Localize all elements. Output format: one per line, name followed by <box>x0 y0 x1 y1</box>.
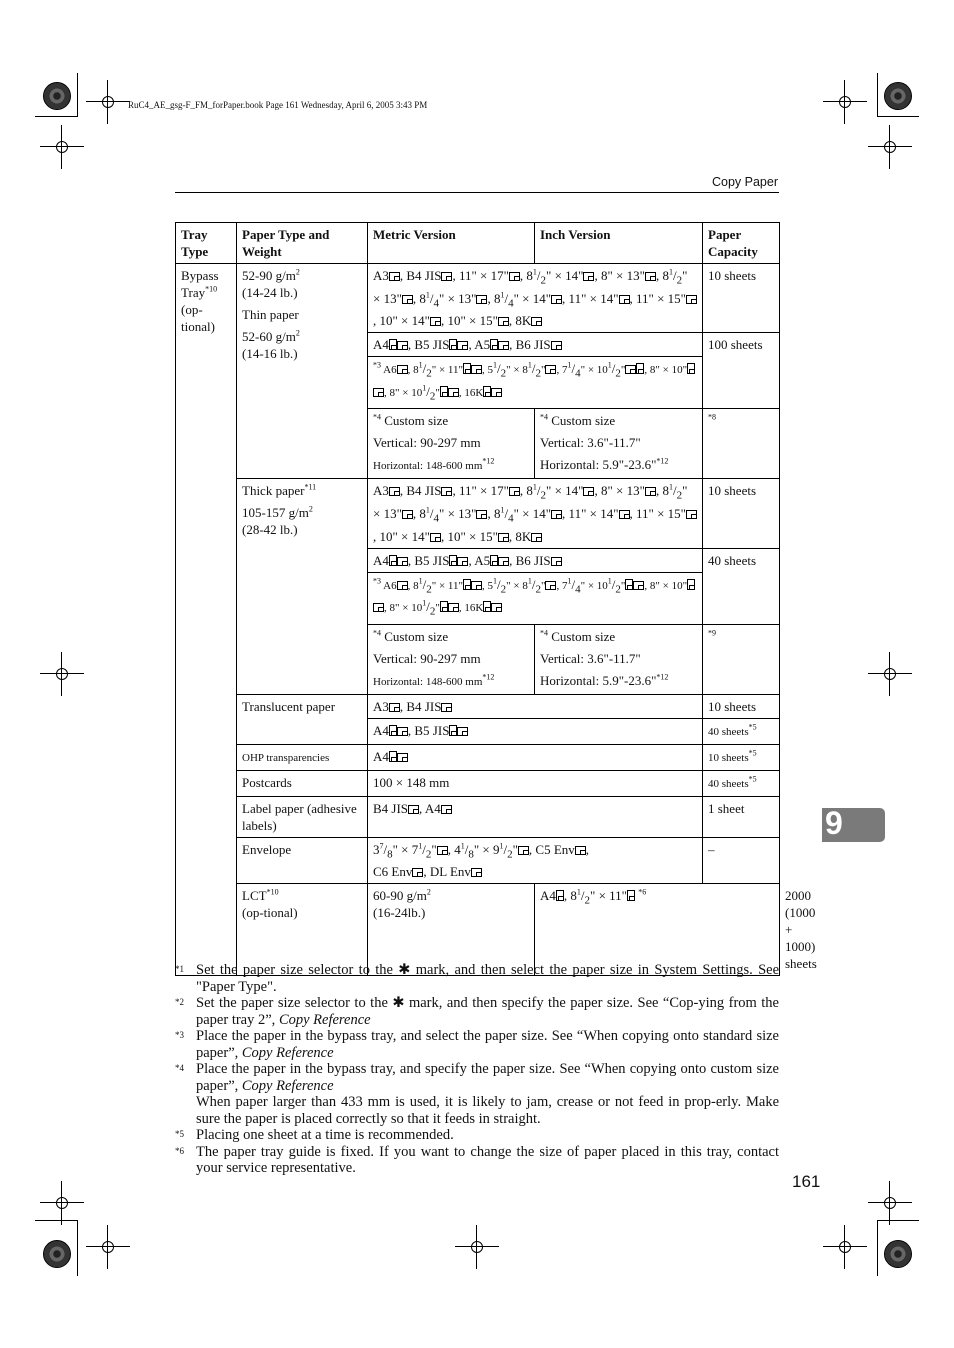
capacity-cell: 10 sheets$^{*5}$ <box>703 744 780 770</box>
landscape-icon <box>686 295 697 304</box>
portrait-icon <box>483 601 491 612</box>
portrait-icon <box>463 363 471 374</box>
crop-line <box>77 73 78 117</box>
landscape-icon <box>430 533 441 542</box>
landscape-icon <box>551 557 562 566</box>
landscape-icon <box>441 487 452 496</box>
landscape-icon <box>397 557 408 566</box>
landscape-icon <box>373 603 384 612</box>
footnote: *3 Place the paper in the bypass tray, and select the paper size. See “When copying onto standard size paper”, Copy Reference <box>175 1028 779 1061</box>
crosshair-mark <box>52 1193 72 1213</box>
registration-disc-top-right <box>884 82 912 110</box>
paper-type-postcards: Postcards <box>237 770 368 796</box>
std-sizes: A4 , B5 JIS , A5 , B6 JIS <box>368 333 703 357</box>
landscape-icon <box>397 341 408 350</box>
header-inch: Inch Version <box>535 223 703 264</box>
tray-bypass: Bypass Tray$^{*10}$ (op-tional) <box>176 264 237 976</box>
ohp-size: A4 <box>368 744 703 770</box>
crosshair-mark <box>52 664 72 684</box>
translucent-size-std: A4 , B5 JIS <box>368 718 703 744</box>
landscape-icon <box>373 388 384 397</box>
note3-sizes: $^{*3}$ A6 , $8^1/_2$" × 11" , $5^1/_2$" × $8^1/_2$" , $7^1/_4$" × $10^1/_2$" , 8" × 10", 8" × $10^1/_2$" , 16K <box>368 572 703 624</box>
portrait-icon <box>687 363 695 374</box>
crosshair-mark <box>835 92 855 112</box>
landscape-icon <box>545 581 556 590</box>
postcards-size: 100 × 148 mm <box>368 770 703 796</box>
table-row <box>176 770 780 796</box>
landscape-icon <box>441 703 452 712</box>
header-metric: Metric Version <box>368 223 535 264</box>
landscape-icon <box>645 272 656 281</box>
capacity-cell: 40 sheets$^{*5}$ <box>703 718 780 744</box>
capacity-cell: 10 sheets <box>703 694 780 718</box>
portrait-icon <box>449 725 457 736</box>
landscape-icon <box>509 272 520 281</box>
footnote: *5 Placing one sheet at a time is recommended. <box>175 1127 454 1143</box>
portrait-icon <box>625 579 633 590</box>
landscape-icon <box>509 487 520 496</box>
capacity-cell: *8 <box>703 409 780 479</box>
table-row <box>176 744 780 770</box>
capacity-cell: 40 sheets$^{*5}$ <box>703 770 780 796</box>
landscape-icon <box>389 703 400 712</box>
footnote: *2 Set the paper size selector to the ✱ mark, and then specify the paper size. See “Cop-ying from the paper tray 2”, Copy Reference <box>175 995 779 1028</box>
label-paper-size: B4 JIS , A4 <box>368 796 703 837</box>
landscape-icon <box>491 603 502 612</box>
crop-line <box>35 116 77 117</box>
crop-line <box>877 1220 878 1276</box>
crop-line <box>77 1220 78 1276</box>
portrait-icon <box>389 339 397 350</box>
page-number: 161 <box>792 1172 821 1191</box>
landscape-icon <box>551 295 562 304</box>
paper-type-thick: Thick paper$^{*11}$ 105-157 $g/m^2$ (28-42 lb.) <box>237 479 368 694</box>
portrait-icon <box>490 339 498 350</box>
landscape-icon <box>412 868 423 877</box>
lct-sizes: A4 , $8^1/_2$" × 11" $^{*6}$ <box>535 884 780 976</box>
header-capacity: Paper Capacity <box>703 223 780 264</box>
header-paper-type: Paper Type and Weight <box>237 223 368 264</box>
portrait-icon <box>627 890 635 901</box>
tray-lct: LCT$^{*10}$ (op-tional) <box>237 884 368 976</box>
portrait-icon <box>687 579 695 590</box>
landscape-icon <box>402 510 413 519</box>
table-row <box>176 694 780 718</box>
landscape-icon <box>476 295 487 304</box>
footnotes <box>175 962 779 1177</box>
table-row <box>176 796 780 837</box>
large-sizes: A3 , B4 JIS , 11" × 17" , $8^1/_2$" × 14" , 8" × 13" , $8^1/_2$" × 13" , $8^1/_4$" × 13" , $8^1/_4$" × 14" , 11" × 14" , 11" × 15", 10" × 14" , 10" × 15" , 8K <box>368 264 703 333</box>
crop-line <box>877 116 919 117</box>
landscape-icon <box>471 365 482 374</box>
custom-inch: $^{*4}$ Custom size Vertical: 3.6"-11.7" Horizontal: 5.9"-23.6"$^{*12}$ <box>535 624 703 694</box>
large-sizes: A3 , B4 JIS , 11" × 17" , $8^1/_2$" × 14" , 8" × 13" , $8^1/_2$" × 13" , $8^1/_4$" × 13" , $8^1/_4$" × 14" , 11" × 14" , 11" × 15", 10" × 14" , 10" × 15" , 8K <box>368 479 703 548</box>
paper-type-lct: 60-90 $g/m^2$ (16-24lb.) <box>368 884 535 976</box>
capacity-cell: – <box>703 837 780 884</box>
landscape-icon <box>389 272 400 281</box>
landscape-icon <box>408 805 419 814</box>
custom-metric: $^{*4}$ Custom size Vertical: 90-297 mm Horizontal: 148-600 $mm^{*12}$ <box>368 624 535 694</box>
crop-line <box>35 1220 77 1221</box>
landscape-icon <box>397 581 408 590</box>
footnote: *4 Place the paper in the bypass tray, and specify the paper size. See “When copying onto custom size paper”, Copy Reference When paper larger than 433 mm is used, it is likely to jam, crease or not feed in prop-erly. Make sure the paper is placed correctly so that it feeds in straight. <box>175 1061 779 1127</box>
landscape-icon <box>531 317 542 326</box>
landscape-icon <box>457 727 468 736</box>
crosshair-mark <box>52 137 72 157</box>
footnote: *1 Set the paper size selector to the ✱ mark, and then select the paper size in System Settings. See "Paper Type". <box>175 962 779 995</box>
portrait-icon <box>440 386 448 397</box>
landscape-icon <box>471 581 482 590</box>
landscape-icon <box>430 317 441 326</box>
portrait-icon <box>449 555 457 566</box>
crop-line <box>877 73 878 117</box>
landscape-icon <box>441 805 452 814</box>
footnote: *6 The paper tray guide is fixed. If you want to change the size of paper placed in this tray, contact your service representative. <box>175 1143 779 1176</box>
landscape-icon <box>633 581 644 590</box>
std-sizes: A4 , B5 JIS , A5 , B6 JIS <box>368 548 703 572</box>
landscape-icon <box>583 487 594 496</box>
paper-type-normal: 52-90 $g/m^2$ (14-24 lb.) Thin paper 52-60 $g/m^2$ (14-16 lb.) <box>237 264 368 479</box>
translucent-size-large: A3 , B4 JIS <box>368 694 703 718</box>
landscape-icon <box>619 295 630 304</box>
note3-sizes: $^{*3}$ A6 , $8^1/_2$" × 11" , $5^1/_2$" × $8^1/_2$" , $7^1/_4$" × $10^1/_2$" , 8" × 10", 8" × $10^1/_2$" , 16K <box>368 357 703 409</box>
landscape-icon <box>389 487 400 496</box>
landscape-icon <box>457 557 468 566</box>
landscape-icon <box>397 365 408 374</box>
landscape-icon <box>531 533 542 542</box>
landscape-icon <box>551 341 562 350</box>
portrait-icon <box>440 601 448 612</box>
book-info: RuC4_AE_gsg-F_FM_forPaper.book Page 161 Wednesday, April 6, 2005 3:43 PM <box>128 100 428 110</box>
paper-type-label: Label paper (adhesive labels) <box>237 796 368 837</box>
landscape-icon <box>498 533 509 542</box>
crosshair-mark <box>98 92 118 112</box>
table-row <box>176 479 780 548</box>
crosshair-mark <box>835 1237 855 1257</box>
table-row: LCT$^{*10}$ (op-tional) 60-90 $g/m^2$ (16-24lb.) A4 , $8^1/_2$" × 11" $^{*6}$ 2000 (1000 + 1000) sheets <box>176 884 780 976</box>
capacity-cell: 1 sheet <box>703 796 780 837</box>
chapter-tab: 9 <box>822 808 885 842</box>
table-row <box>176 837 780 884</box>
landscape-icon <box>583 272 594 281</box>
header-tray-type: Tray Type <box>176 223 237 264</box>
landscape-icon <box>551 510 562 519</box>
portrait-icon <box>389 555 397 566</box>
landscape-icon <box>498 341 509 350</box>
landscape-icon <box>397 753 408 762</box>
landscape-icon <box>498 317 509 326</box>
custom-metric: $^{*4}$ Custom size Vertical: 90-297 mm Horizontal: 148-600 $mm^{*12}$ <box>368 409 535 479</box>
table-row <box>176 264 780 333</box>
landscape-icon <box>402 295 413 304</box>
portrait-icon <box>449 339 457 350</box>
section-title: Copy Paper <box>711 175 778 189</box>
landscape-icon <box>491 388 502 397</box>
landscape-icon <box>575 846 586 855</box>
portrait-icon <box>556 890 564 901</box>
header-rule <box>175 192 779 193</box>
landscape-icon <box>476 510 487 519</box>
crosshair-mark <box>880 664 900 684</box>
landscape-icon <box>397 727 408 736</box>
paper-type-ohp: OHP transparencies <box>237 744 368 770</box>
portrait-icon <box>483 386 491 397</box>
capacity-cell: 10 sheets <box>703 479 780 548</box>
portrait-icon <box>389 751 397 762</box>
crosshair-mark <box>880 137 900 157</box>
crop-line <box>877 1220 919 1221</box>
crosshair-mark <box>467 1237 487 1257</box>
landscape-icon <box>686 510 697 519</box>
landscape-icon <box>498 557 509 566</box>
landscape-icon <box>518 846 529 855</box>
registration-disc-top-left <box>43 82 71 110</box>
portrait-icon <box>636 363 644 374</box>
landscape-icon <box>437 846 448 855</box>
portrait-icon <box>463 579 471 590</box>
landscape-icon <box>619 510 630 519</box>
capacity-cell: 100 sheets <box>703 333 780 409</box>
landscape-icon <box>625 365 636 374</box>
crosshair-mark <box>98 1237 118 1257</box>
paper-table <box>175 222 817 976</box>
paper-type-envelope: Envelope <box>237 837 368 884</box>
capacity-cell: 40 sheets <box>703 548 780 624</box>
landscape-icon <box>441 272 452 281</box>
registration-disc-bottom-left <box>43 1240 71 1268</box>
landscape-icon <box>448 388 459 397</box>
registration-disc-bottom-right <box>884 1240 912 1268</box>
landscape-icon <box>545 365 556 374</box>
capacity-cell: *9 <box>703 624 780 694</box>
crosshair-mark <box>880 1193 900 1213</box>
paper-type-translucent: Translucent paper <box>237 694 368 744</box>
envelope-sizes: $3^7/_8$" × $7^1/_2$" , $4^1/_8$" × $9^1/_2$" , C5 Env , C6 Env , DL Env <box>368 837 703 884</box>
capacity-cell: 10 sheets <box>703 264 780 333</box>
landscape-icon <box>457 341 468 350</box>
landscape-icon <box>645 487 656 496</box>
landscape-icon <box>448 603 459 612</box>
portrait-icon <box>389 725 397 736</box>
custom-inch: $^{*4}$ Custom size Vertical: 3.6"-11.7" Horizontal: 5.9"-23.6"$^{*12}$ <box>535 409 703 479</box>
landscape-icon <box>471 868 482 877</box>
portrait-icon <box>490 555 498 566</box>
table-header-row <box>176 223 780 264</box>
